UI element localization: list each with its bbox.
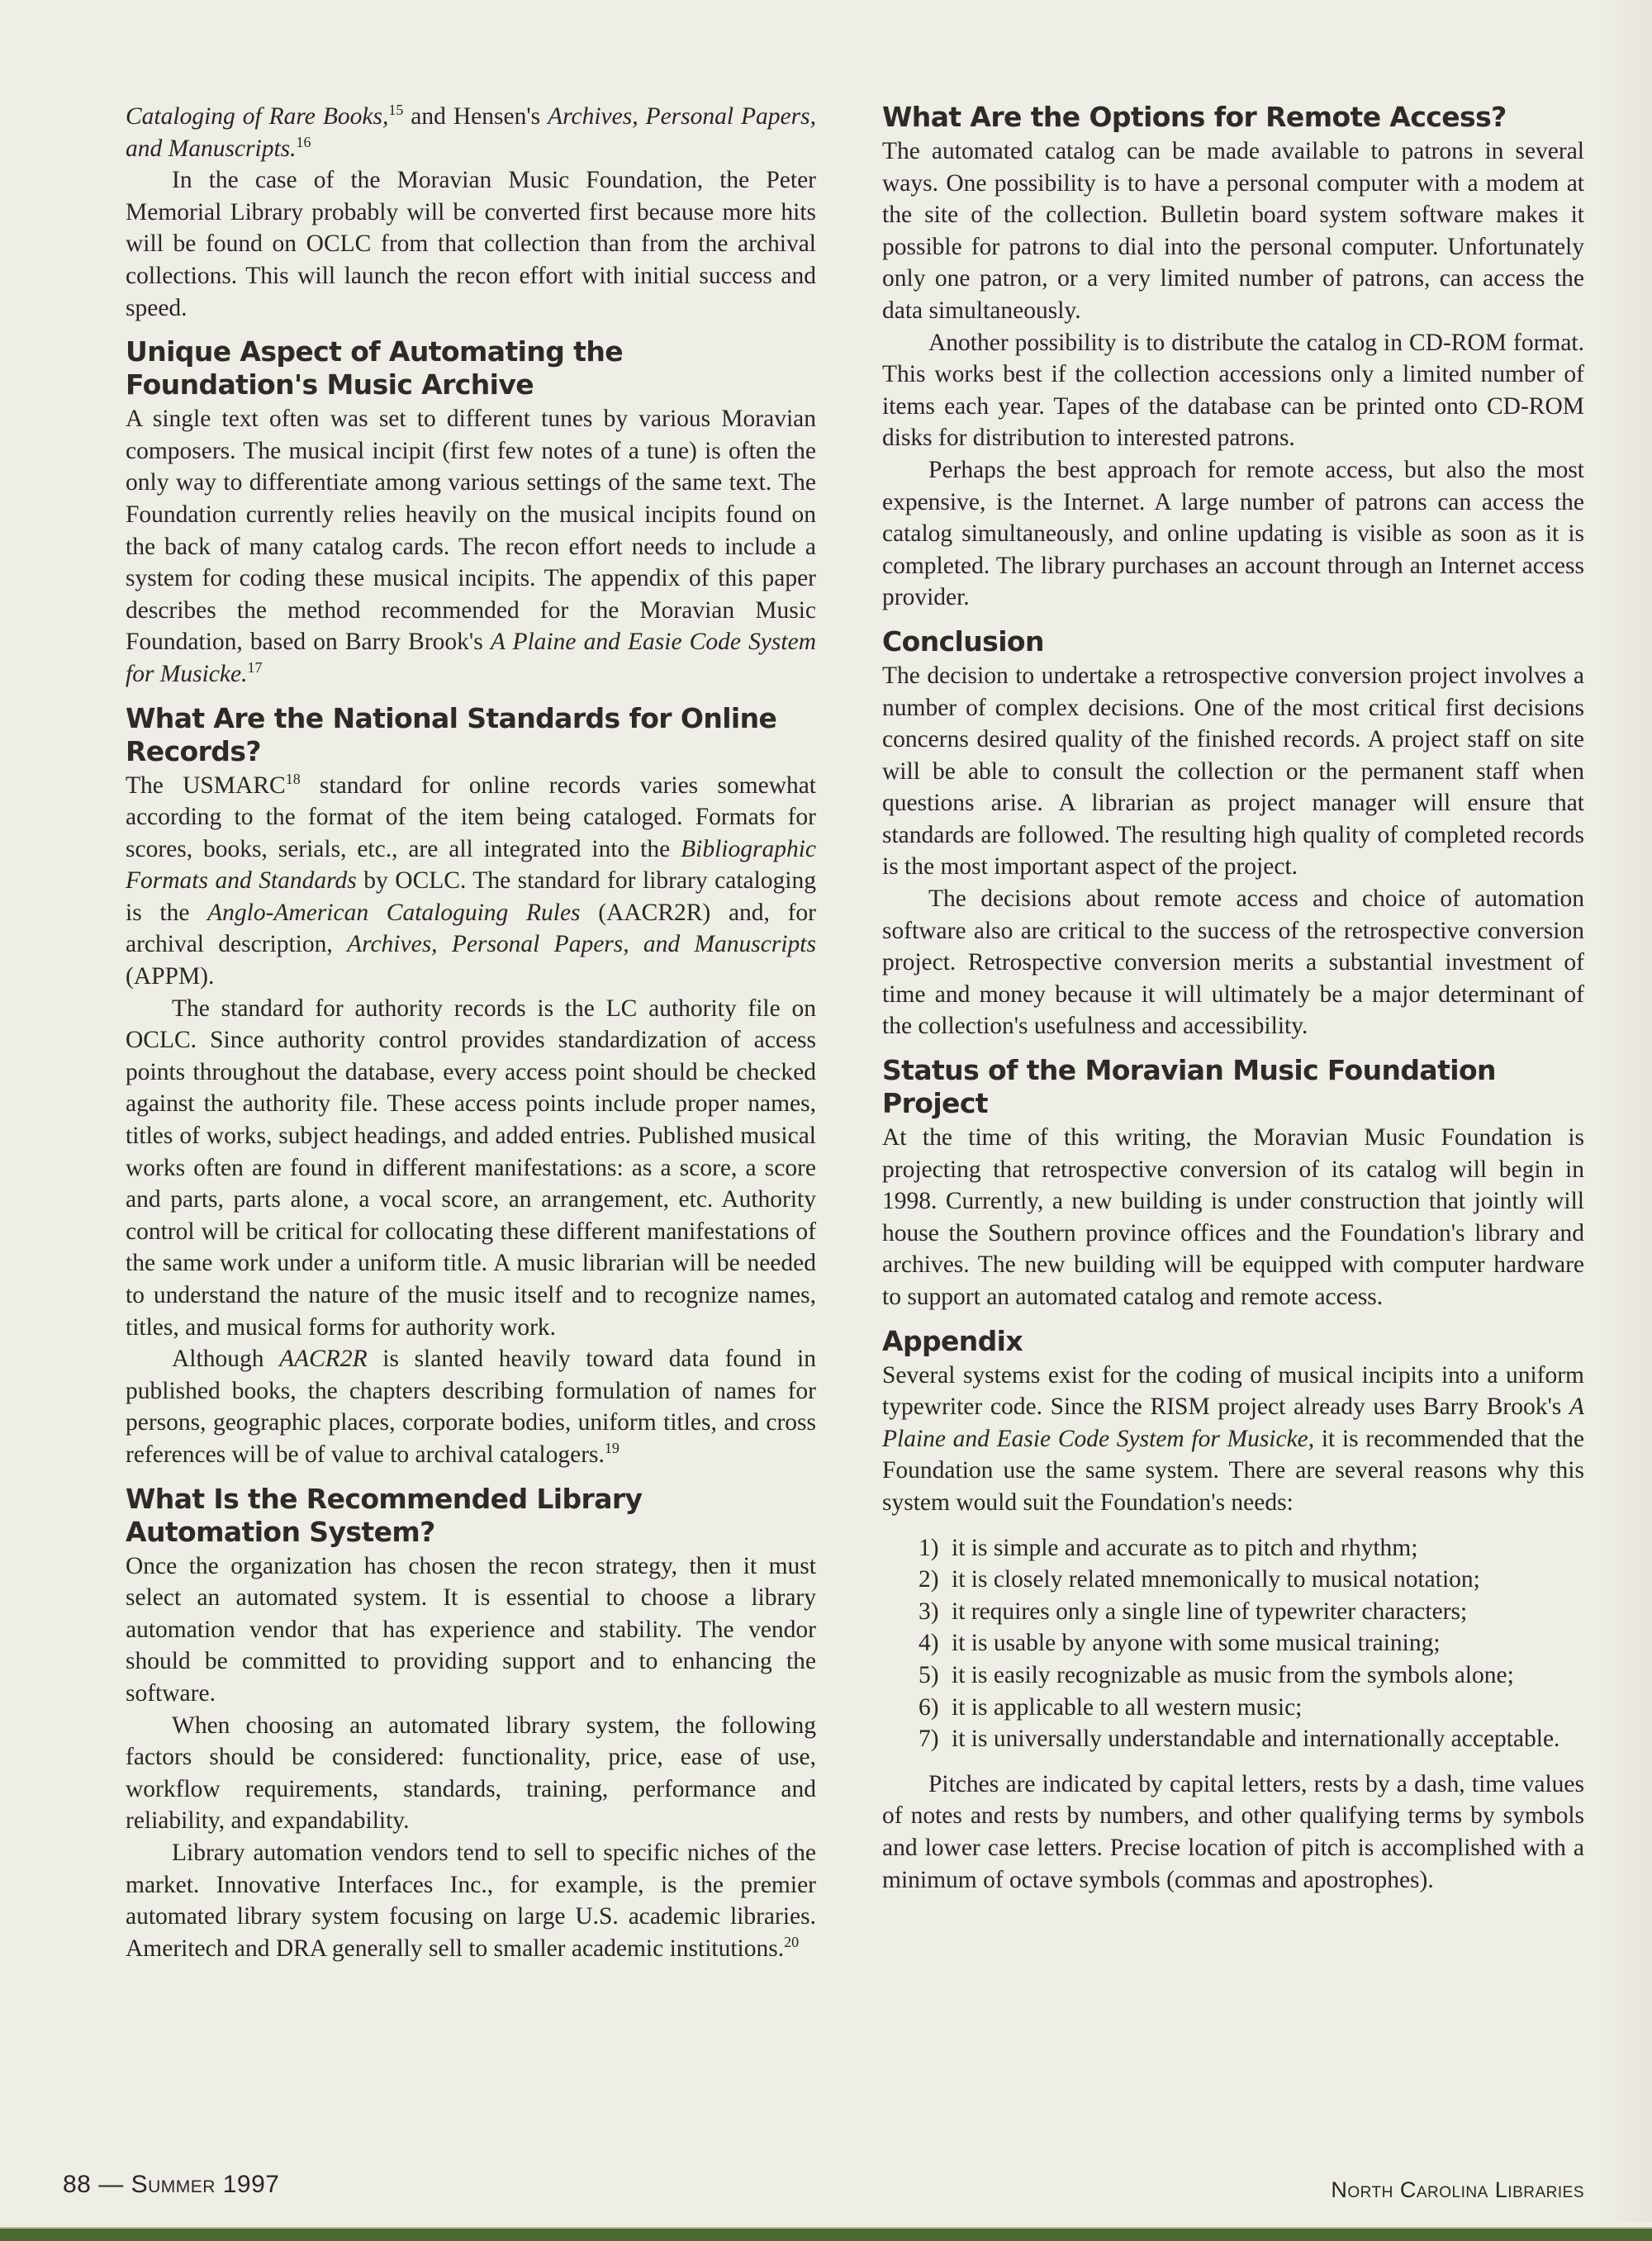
paragraph-conclusion-2: The decisions about remote access and choice of automation software also are critical to the success of the retrospective conversion project. Retrospective conversion merits a substantial investment of time and money because it will ultimately be a major determinant of the collection's usefulness and accessibility. — [882, 885, 1584, 1040]
paragraph-conclusion-1: The decision to undertake a retrospective conversion project involves a number of complex decisions. One of the most critical first decisions concerns desired quality of the finished records. A project staff on site will be able to consult the collection or the permanent staff when questions arise. A librarian as project manager will ensure that standards are followed. The resulting high quality of completed records is the most important aspect of the project. — [882, 662, 1584, 881]
paragraph-automation-3: Library automation vendors tend to sell to specific niches of the market. Innovative Interfaces Inc., for example, is the premier automated library system focusing on large U.S. academic libraries. Ameritech and DRA generally sell to smaller academic institutions.$^{20}$ — [126, 1839, 816, 1962]
heading-remote-access: What Are the Options for Remote Access? — [882, 101, 1507, 133]
heading-project-status: Status of the Moravian Music Foundation Project — [882, 1054, 1496, 1120]
paragraph-automation-1: Once the organization has chosen the recon strategy, then it must select an automated system. It is essential to choose a library automation vendor that has experience and stability. The vendor should be committed to providing support and to enhancing the software. — [126, 1552, 816, 1707]
paragraph-remote-1: The automated catalog can be made available to patrons in several ways. One possibility is to have a personal computer with a modem at the site of the collection. Bulletin board system software makes it possible for patrons to dial into the personal computer. Unfortunately only one patron, or a very limited number of patrons, can access the data simultaneously. — [882, 138, 1584, 324]
page-edge-shadow — [1602, 0, 1652, 2222]
list-item: 2) it is closely related mnemonically to musical notation; — [919, 1566, 1480, 1593]
list-item: 7) it is universally understandable and internationally acceptable. — [919, 1726, 1560, 1753]
paragraph-remote-2: Another possibility is to distribute the catalog in CD-ROM format. This works best if the collection accessions only a limited number of items each year. Tapes of the database can be printed onto CD-ROM disks for distribution to interested patrons. — [882, 329, 1584, 452]
footnote-ref: 16 — [296, 133, 311, 150]
right-column — [882, 101, 1584, 1896]
left-column — [126, 101, 816, 1964]
paragraph-automation-2: When choosing an automated library system, the following factors should be considered: functionality, price, ease of use, workflow requirements, standards, training, performance and reliability, and expandability. — [126, 1712, 816, 1835]
paragraph-usmarc: The USMARC$^{18}$ standard for online records varies somewhat according to the format of the item being cataloged. Formats for scores, books, serials, etc., are all integrated into the Bibliographic Formats and Standards by OCLC. The standard for library cataloging is the Anglo-American Cataloguing Rules (AACR2R) and, for archival description, Archives, Personal Papers, and Manuscripts (APPM). — [126, 770, 817, 990]
heading-national-standards: What Are the National Standards for Online Records? — [126, 701, 777, 767]
list-item: 5) it is easily recognizable as music from the symbols alone; — [919, 1661, 1514, 1688]
footnote-ref: 15 — [388, 102, 404, 118]
issue-date: Summer 1997 — [131, 2171, 280, 2198]
page-number: 88 — [63, 2171, 92, 2198]
heading-appendix: Appendix — [882, 1324, 1023, 1357]
list-item: 4) it is usable by anyone with some musical training; — [919, 1630, 1441, 1657]
paragraph-moravian-conversion: In the case of the Moravian Music Foundation, the Peter Memorial Library probably will be converted first because more hits will be found on OCLC from that collection than from the archival collections. This will launch the recon effort with initial success and speed. — [126, 167, 816, 321]
footnote-ref: 17 — [247, 658, 263, 676]
paragraph-authority: The standard for authority records is the LC authority file on OCLC. Since authority control provides standardization of access points throughout the database, every access point should be checked against the authority file. These access points include proper names, titles of works, subject headings, and added entries. Published musical works often are found in different manifestations: as a score, a score and parts, parts alone, a vocal score, an arrangement, etc. Authority control will be critical for collocating these different manifestations of the same work under a uniform title. A music librarian will be needed to understand the nature of the music itself and to recognize names, titles, and musical forms for authority work. — [126, 995, 816, 1341]
list-item: 3) it requires only a single line of typewriter characters; — [919, 1598, 1468, 1625]
footer-separator: — — [98, 2171, 124, 2198]
paragraph-appendix: Several systems exist for the coding of musical incipits into a uniform typewriter code. Since the RISM project already uses Barry Brook's A Plaine and Easie Code System for Musicke, it is recommended that the Foundation use the same system. There are several reasons why this system would suit the Foundation's needs: — [882, 1361, 1584, 1516]
page-footer-left — [63, 2171, 279, 2199]
paragraph-pitches: Pitches are indicated by capital letters, rests by a dash, time values of notes and rests by numbers, and other qualifying terms by symbols and lower case letters. Precise location of pitch is accomplished with a minimum of octave symbols (commas and apostrophes). — [882, 1770, 1584, 1893]
heading-library-automation: What Is the Recommended Library Automation System? — [126, 1482, 643, 1548]
publication-name: North Carolina Libraries — [1331, 2177, 1584, 2202]
lead-paragraph: Cataloging of Rare Books,$^{15}$ and Hensen's Archives, Personal Papers, and Manuscripts.$^{16}$ — [126, 102, 816, 162]
footnote-ref: 19 — [604, 1439, 620, 1456]
paragraph-project-status: At the time of this writing, the Moravian Music Foundation is projecting that retrospective conversion of its catalog will begin in 1998. Currently, a new building is under construction that jointly will house the Southern province offices and the Foundation's library and archives. The new building will be equipped with computer hardware to support an automated catalog and remote access. — [882, 1124, 1584, 1310]
heading-unique-aspect: Unique Aspect of Automating the Foundation's Music Archive — [126, 335, 623, 401]
cover-edge-band — [0, 2227, 1652, 2241]
paragraph-unique-aspect: A single text often was set to different tunes by various Moravian composers. The musical incipit (first few notes of a tune) is often the only way to differentiate among various settings of the same text. The Foundation currently relies heavily on the musical incipits found on the back of many catalog cards. The recon effort needs to include a system for coding these musical incipits. The appendix of this paper describes the method recommended for the Moravian Music Foundation, based on Barry Brook's A Plaine and Easie Code System for Musicke.$^{17}$ — [126, 406, 816, 687]
reasons-list — [882, 1532, 1584, 1755]
paragraph-aacr2r: Although AACR2R is slanted heavily toward data found in published books, the chapters describing formulation of names for persons, geographic places, corporate bodies, uniform titles, and cross references will be of value to archival catalogers.$^{19}$ — [126, 1346, 816, 1468]
list-item: 1) it is simple and accurate as to pitch and rhythm; — [919, 1534, 1418, 1561]
heading-conclusion: Conclusion — [882, 624, 1044, 658]
list-item: 6) it is applicable to all western music; — [919, 1693, 1303, 1721]
paragraph-remote-3: Perhaps the best approach for remote access, but also the most expensive, is the Internet. A large number of patrons can access the catalog simultaneously, and online updating is visible as soon as it is completed. The library purchases an account through an Internet access provider. — [882, 456, 1584, 611]
footnote-ref: 20 — [784, 1933, 800, 1950]
footnote-ref: 18 — [285, 770, 301, 787]
